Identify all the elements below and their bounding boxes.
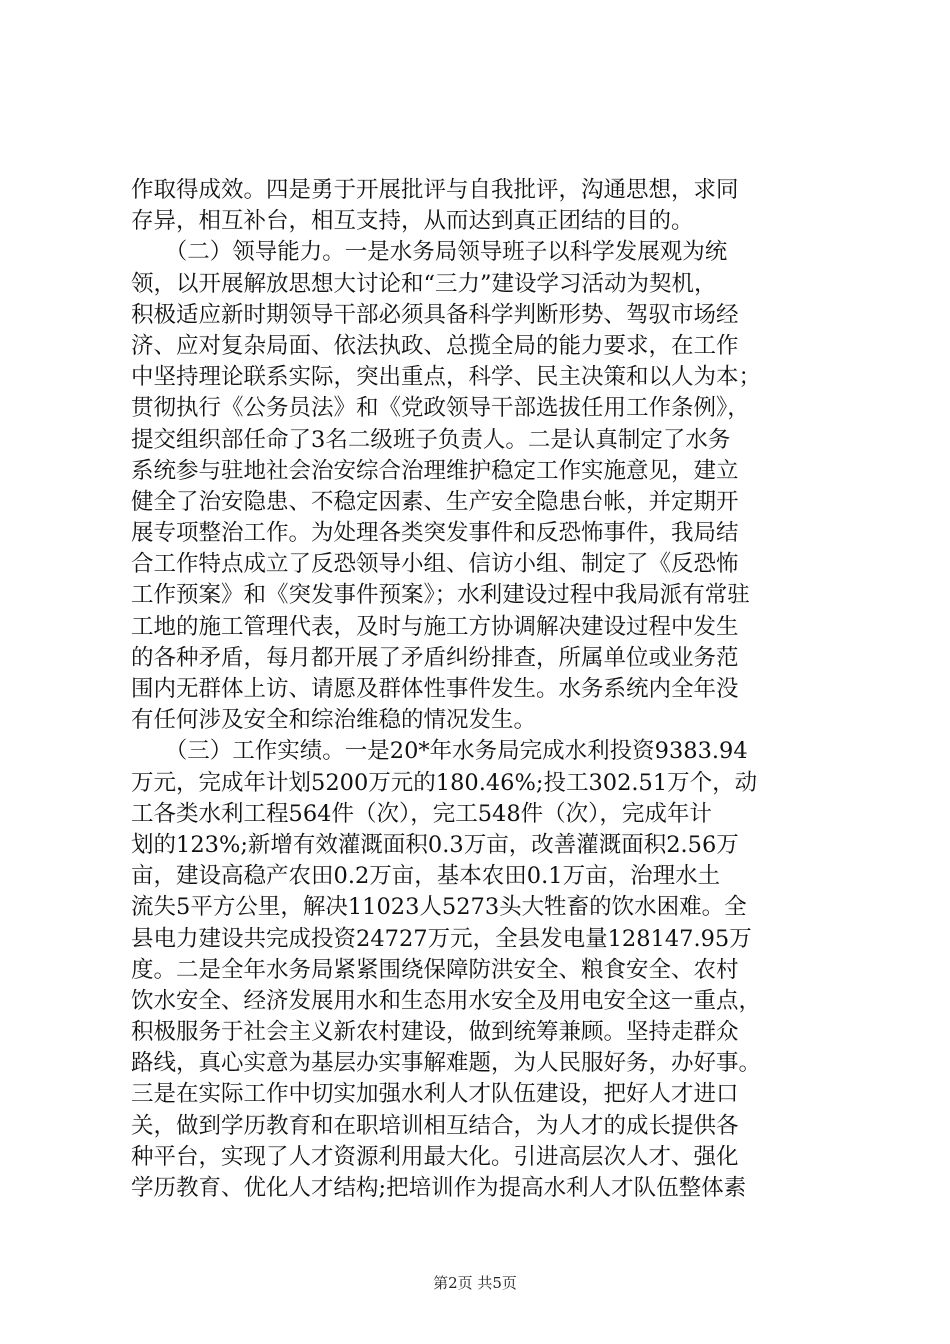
text-line: 关，做到学历教育和在职培训相互结合，为人才的成长提供各 (131, 1112, 739, 1139)
text-line: 万元，完成年计划5200万元的180.46%;投工302.51万个，动 (131, 769, 758, 796)
text-line: 围内无群体上访、请愿及群体性事件发生。水务系统内全年没 (131, 676, 739, 702)
page-footer (0, 1273, 950, 1293)
text-line: 贯彻执行《公务员法》和《党政领导干部选拔任用工作条例》， (131, 395, 750, 422)
text-line: 中坚持理论联系实际，突出重点，科学、民主决策和以人为本； (131, 364, 762, 391)
text-line: 系统参与驻地社会治安综合治理维护稳定工作实施意见，建立 (131, 457, 739, 484)
text-line: 学历教育、优化人才结构;把培训作为提高水利人才队伍整体素 (131, 1175, 747, 1201)
text-line: 划的123%;新增有效灌溉面积0.3万亩，改善灌溉面积2.56万 (131, 831, 739, 858)
text-line: 积极适应新时期领导干部必须具备科学判断形势、驾驭市场经 (131, 301, 739, 328)
text-line: 饮水安全、经济发展用水和生态用水安全及用电安全这一重点， (131, 987, 762, 1014)
text-line: 领，以开展解放思想大讨论和“三力”建设学习活动为契机， (131, 270, 717, 297)
document-body (131, 175, 831, 1204)
text-line: 路线，真心实意为基层办实事解难题，为人民服好务，办好事。 (131, 1050, 762, 1077)
text-line: 流失5平方公里，解决11023人5273头大牲畜的饮水困难。全 (131, 894, 747, 921)
text-line: （二）领导能力。一是水务局领导班子以科学发展观为统 (131, 239, 728, 266)
text-line: 提交组织部任命了3名二级班子负责人。二是认真制定了水务 (131, 426, 731, 453)
text-line: 济、应对复杂局面、依法执政、总揽全局的能力要求，在工作 (131, 332, 739, 359)
text-line: 三是在实际工作中切实加强水利人才队伍建设，把好人才进口 (131, 1081, 739, 1108)
text-line: 作取得成效。四是勇于开展批评与自我批评，沟通思想，求同 (131, 177, 739, 203)
text-line: 健全了治安隐患、不稳定因素、生产安全隐患台帐，并定期开 (131, 488, 739, 515)
text-line: 种平台，实现了人才资源利用最大化。引进高层次人才、强化 (131, 1143, 739, 1170)
text-line: 合工作特点成立了反恐领导小组、信访小组、制定了《反恐怖 (131, 551, 739, 578)
text-line: 展专项整治工作。为处理各类突发事件和反恐怖事件，我局结 (131, 520, 739, 547)
text-line: 的各种矛盾，每月都开展了矛盾纠纷排查，所属单位或业务范 (131, 644, 739, 671)
text-line: 存异，相互补台，相互支持，从而达到真正团结的目的。 (131, 208, 694, 235)
text-line: 有任何涉及安全和综治维稳的情况发生。 (131, 707, 537, 734)
text-line: 工作预案》和《突发事件预案》；水利建设过程中我局派有常驻 (131, 582, 750, 609)
page-number-indicator: 第2页 共5页 (433, 1274, 517, 1292)
text-line: 县电力建设共完成投资24727万元，全县发电量128147.95万 (131, 925, 752, 952)
text-line: 度。二是全年水务局紧紧围绕保障防洪安全、粮食安全、农村 (131, 956, 739, 983)
text-line: （三）工作实绩。一是20*年水务局完成水利投资9383.94 (131, 738, 748, 765)
text-line: 积极服务于社会主义新农村建设，做到统筹兼顾。坚持走群众 (131, 1019, 739, 1046)
text-line: 工各类水利工程564件（次），完工548件（次），完成年计 (131, 800, 712, 827)
text-line: 工地的施工管理代表，及时与施工方协调解决建设过程中发生 (131, 613, 739, 640)
text-line: 亩，建设高稳产农田0.2万亩，基本农田0.1万亩，治理水土 (131, 863, 721, 890)
